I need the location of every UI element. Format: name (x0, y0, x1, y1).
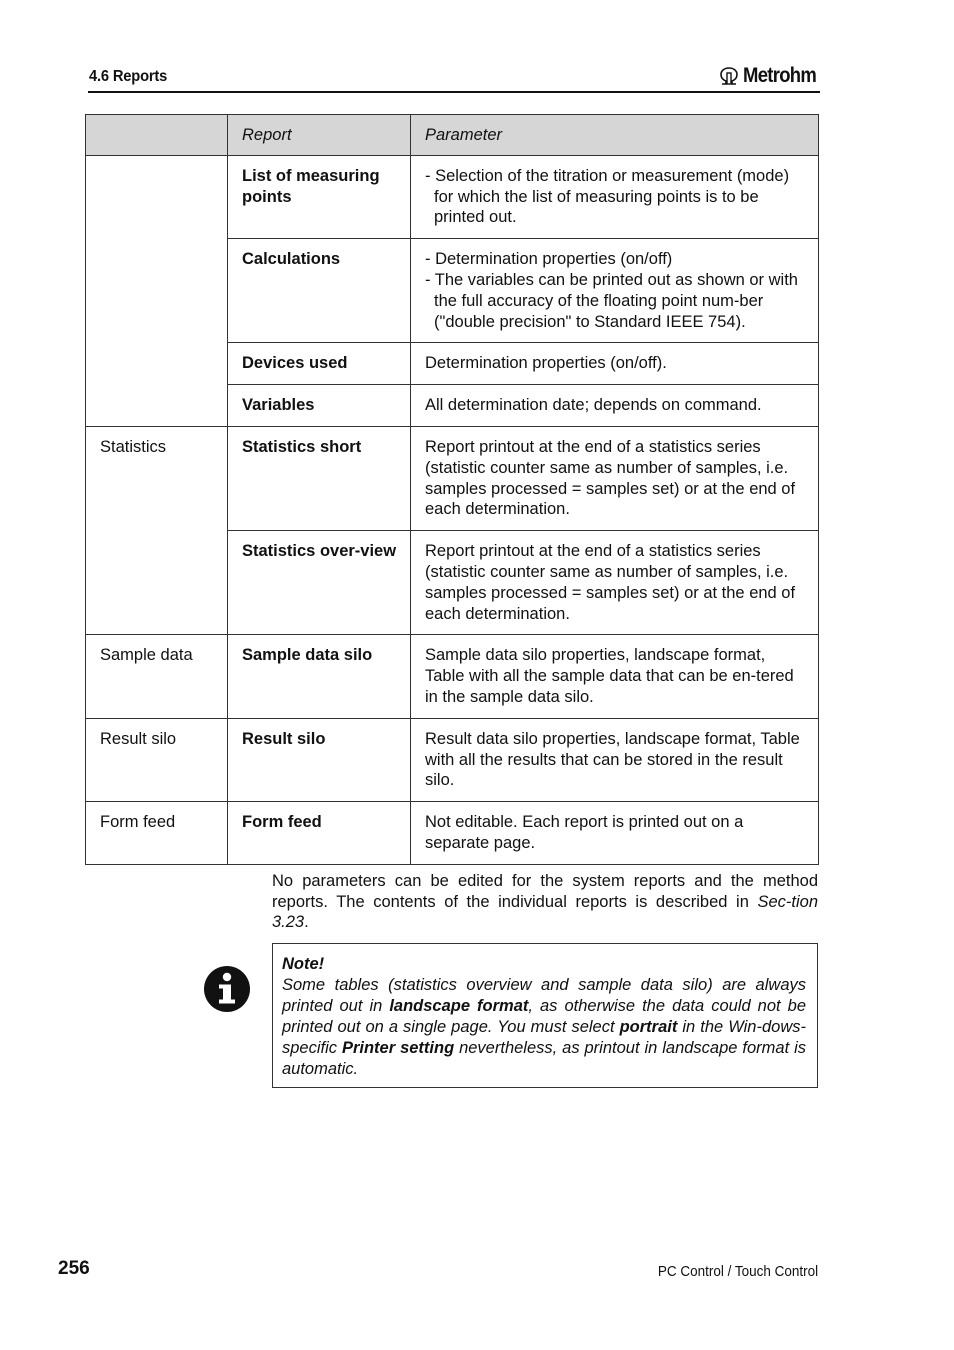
parameter-cell: Sample data silo properties, landscape format, Table with all the sample data that can be en-tered in the sample data silo. (411, 635, 819, 718)
table-row (86, 531, 819, 635)
report-name: Form feed (228, 802, 411, 865)
report-name: Result silo (228, 718, 411, 801)
parameter-line: - The variables can be printed out as shown or with the full accuracy of the floating point num-ber ("double precision" to Standard IEEE 754). (425, 270, 798, 331)
category-cell (86, 239, 228, 343)
report-name: Statistics short (228, 426, 411, 530)
report-name: List of measuring points (228, 155, 411, 238)
brand-logo (718, 62, 826, 90)
table-row (86, 155, 819, 238)
note-text: in the Win-dows-specific (282, 1018, 806, 1057)
note-emphasis: portrait (619, 1018, 678, 1036)
category-cell: Form feed (86, 802, 228, 865)
table-row (86, 426, 819, 530)
parameter-cell: Result data silo properties, landscape format, Table with all the results that can be stored in the result silo. (411, 718, 819, 801)
column-header-category (86, 115, 228, 156)
category-cell: Result silo (86, 718, 228, 801)
note-emphasis: landscape format (389, 997, 529, 1015)
parameter-line: - Determination properties (on/off) (425, 250, 673, 269)
note-text: Some tables (statistics overview and sample data silo) are always printed out in (282, 976, 806, 1015)
note-emphasis: Printer setting (341, 1039, 455, 1057)
table-row (86, 239, 819, 343)
parameter-cell: Not editable. Each report is printed out on a separate page. (411, 802, 819, 865)
table-row (86, 718, 819, 801)
report-name: Statistics over-view (228, 531, 411, 635)
omega-logo-icon (718, 66, 740, 86)
note-title: Note! (282, 955, 325, 973)
page-number: 256 (58, 1258, 90, 1279)
parameter-cell (411, 239, 819, 343)
category-cell (86, 385, 228, 427)
category-cell: Statistics (86, 426, 228, 530)
table-header-row (86, 115, 819, 156)
note-text: , as otherwise the data could not be printed out on a single page. You must select (282, 997, 806, 1036)
column-header-parameter: Parameter (411, 115, 819, 156)
report-name: Devices used (228, 343, 411, 385)
info-icon (203, 965, 251, 1013)
footer-title: PC Control / Touch Control (657, 1263, 818, 1280)
table-row (86, 343, 819, 385)
table-row (86, 635, 819, 718)
note-text: nevertheless, as printout in landscape format is automatic. (282, 1039, 806, 1078)
category-cell: Sample data (86, 635, 228, 718)
body-paragraph (272, 871, 818, 933)
parameter-cell: All determination date; depends on command. (411, 385, 819, 427)
section-reference: Sec-tion 3.23 (272, 892, 818, 931)
parameter-cell: Determination properties (on/off). (411, 343, 819, 385)
table-row (86, 385, 819, 427)
column-header-report: Report (228, 115, 411, 156)
body-text: No parameters can be edited for the system reports and the method reports. The contents of the individual reports is described in (272, 872, 818, 911)
table-row (86, 802, 819, 865)
report-name: Variables (228, 385, 411, 427)
brand-name: Metrohm (743, 64, 817, 87)
category-cell (86, 531, 228, 635)
parameter-cell: Report printout at the end of a statistics series (statistic counter same as number of samples, i.e. samples processed = samples set) or at the end of each determination. (411, 531, 819, 635)
parameter-line: - Selection of the titration or measurement (mode) for which the list of measuring points is to be printed out. (425, 166, 790, 227)
body-text-end: . (304, 913, 309, 931)
category-cell (86, 155, 228, 238)
parameter-cell: Report printout at the end of a statistics series (statistic counter same as number of samples, i.e. samples processed = samples set) or at the end of each determination. (411, 426, 819, 530)
report-name: Sample data silo (228, 635, 411, 718)
parameter-cell (411, 155, 819, 238)
section-title: 4.6 Reports (89, 68, 168, 85)
note-box (272, 943, 818, 1088)
reports-table (85, 114, 819, 865)
category-cell (86, 343, 228, 385)
report-name: Calculations (228, 239, 411, 343)
header-rule (88, 91, 820, 93)
